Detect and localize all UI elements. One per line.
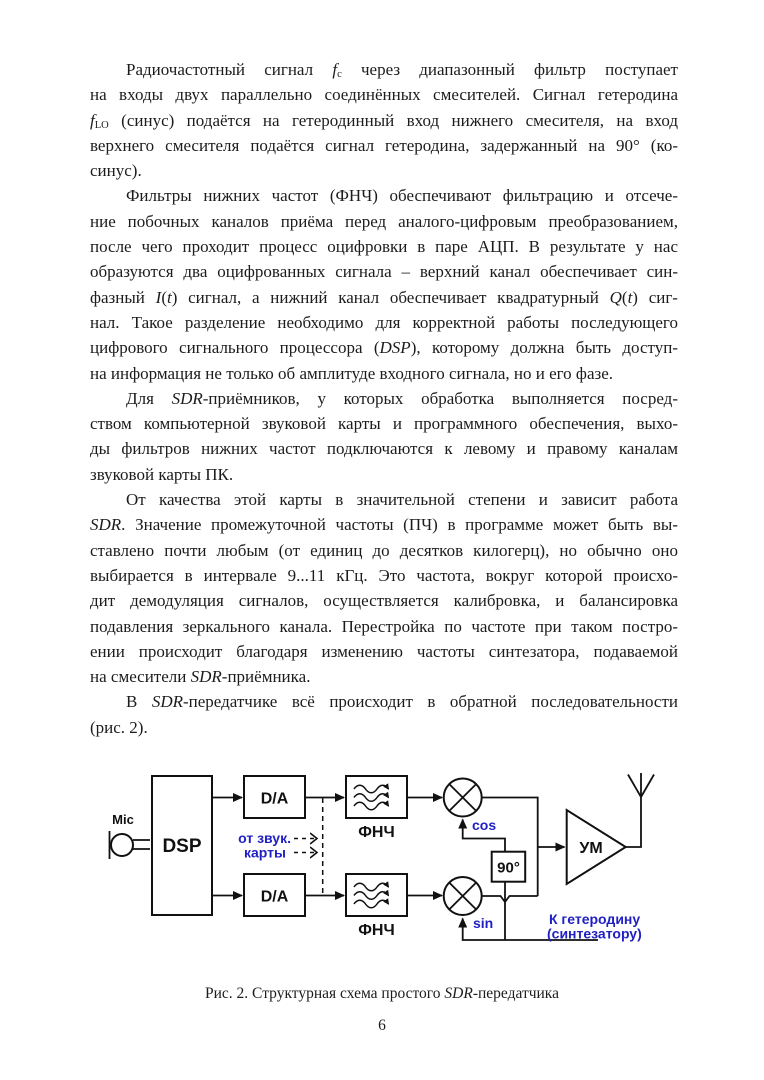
text-line: ством компьютерной звуковой карты и программного обеспечения, выхо- [90, 414, 678, 434]
text-line: образуются два оцифрованных сигнала – верхний канал обеспечивает син- [90, 262, 678, 282]
text-line: Для SDR-приёмников, у которых обработка выполняется посред- [126, 388, 678, 408]
text-line: на входы двух параллельно соединённых смесителей. Сигнал гетеродина [90, 85, 678, 105]
body-text [90, 57, 678, 740]
soundcard-label-line1: от звук. [238, 830, 291, 846]
text-line: синус). [90, 161, 142, 181]
text-line: ды фильтров нижних частот подключаются к левому и правому каналам [90, 439, 678, 459]
text-line: выбирается в интервале 9...11 кГц. Это частота, вокруг которой происхо- [90, 565, 678, 585]
heterodyne-label-line2: (синтезатору) [547, 925, 642, 942]
mixer-icon-top [444, 779, 482, 817]
antenna-icon [626, 773, 654, 847]
text-line: ние побочных каналов приёма перед аналого-цифровым преобразованием, [90, 211, 678, 231]
da-label-top: D/A [260, 790, 289, 808]
text-line: подавления зеркального канала. Перестройка по частоте при таком постро- [90, 616, 678, 636]
soundcard-label-line2: карты [244, 844, 286, 861]
microphone-icon [110, 831, 151, 859]
dsp-label: DSP [162, 836, 202, 857]
lpf-label-top: ФНЧ [358, 824, 395, 841]
text-line: дит демодуляция сигналов, осуществляется калибровка, и балансировка [90, 591, 678, 611]
sin-label: sin [473, 915, 494, 931]
text-line: нал. Такое разделение необходимо для корректной работы последующего [90, 312, 678, 332]
phase-shifter-label: 90° [497, 859, 520, 877]
text-line: ставлено почти любым (от единиц до десятков килогерц), но обычно оно [90, 540, 678, 560]
text-line: на информация не только об амплитуде входного сигнала, но и его фазе. [90, 363, 613, 383]
figure-diagram [90, 755, 690, 955]
heterodyne-label-line1: К гетеродину [549, 911, 641, 927]
text-line: Радиочастотный сигнал $f_c$ через диапазонный фильтр поступает [126, 60, 678, 81]
mixer-icon-bottom [444, 877, 482, 915]
da-label-bottom: D/A [260, 888, 289, 906]
figure-caption: Рис. 2. Структурная схема простого SDR-передатчика [205, 985, 559, 1002]
text-line: верхнего смесителя подаётся сигнал гетеродина, задержанный на 90° (ко- [90, 135, 678, 155]
text-line: звуковой карты ПК. [90, 464, 234, 484]
lpf-label-bottom: ФНЧ [358, 922, 395, 939]
text-line: Фильтры нижних частот (ФНЧ) обеспечивают фильтрацию и отсече- [126, 186, 678, 206]
page-number: 6 [378, 1017, 386, 1034]
pa-label: УМ [579, 840, 603, 857]
text-line: В SDR-передатчике всё происходит в обратной последовательности [126, 692, 678, 712]
text-line: (рис. 2). [90, 717, 148, 737]
cos-label: cos [472, 817, 497, 833]
text-line: цифрового сигнального процессора (DSP), которому должна быть доступ- [90, 338, 678, 358]
text-line: после чего проходит процесс оцифровки в паре АЦП. В результате у нас [90, 237, 678, 257]
text-line: на смесители SDR-приёмника. [90, 667, 311, 687]
wire-mixer-bottom-output [482, 896, 538, 902]
text-line: ении происходит благодаря изменению частоты синтезатора, подаваемой [90, 641, 678, 661]
text-line: фазный I(t) сигнал, а нижний канал обеспечивает квадратурный Q(t) сиг- [90, 287, 678, 307]
text-line: От качества этой карты в значительной степени и зависит работа [126, 490, 678, 510]
mic-label: Mic [112, 812, 134, 827]
text-line: $f_{LO}$ (синус) подаётся на гетеродинный вход нижнего смесителя, на вход [90, 110, 678, 131]
text-line: SDR. Значение промежуточной частоты (ПЧ) в программе может быть вы- [90, 515, 678, 535]
